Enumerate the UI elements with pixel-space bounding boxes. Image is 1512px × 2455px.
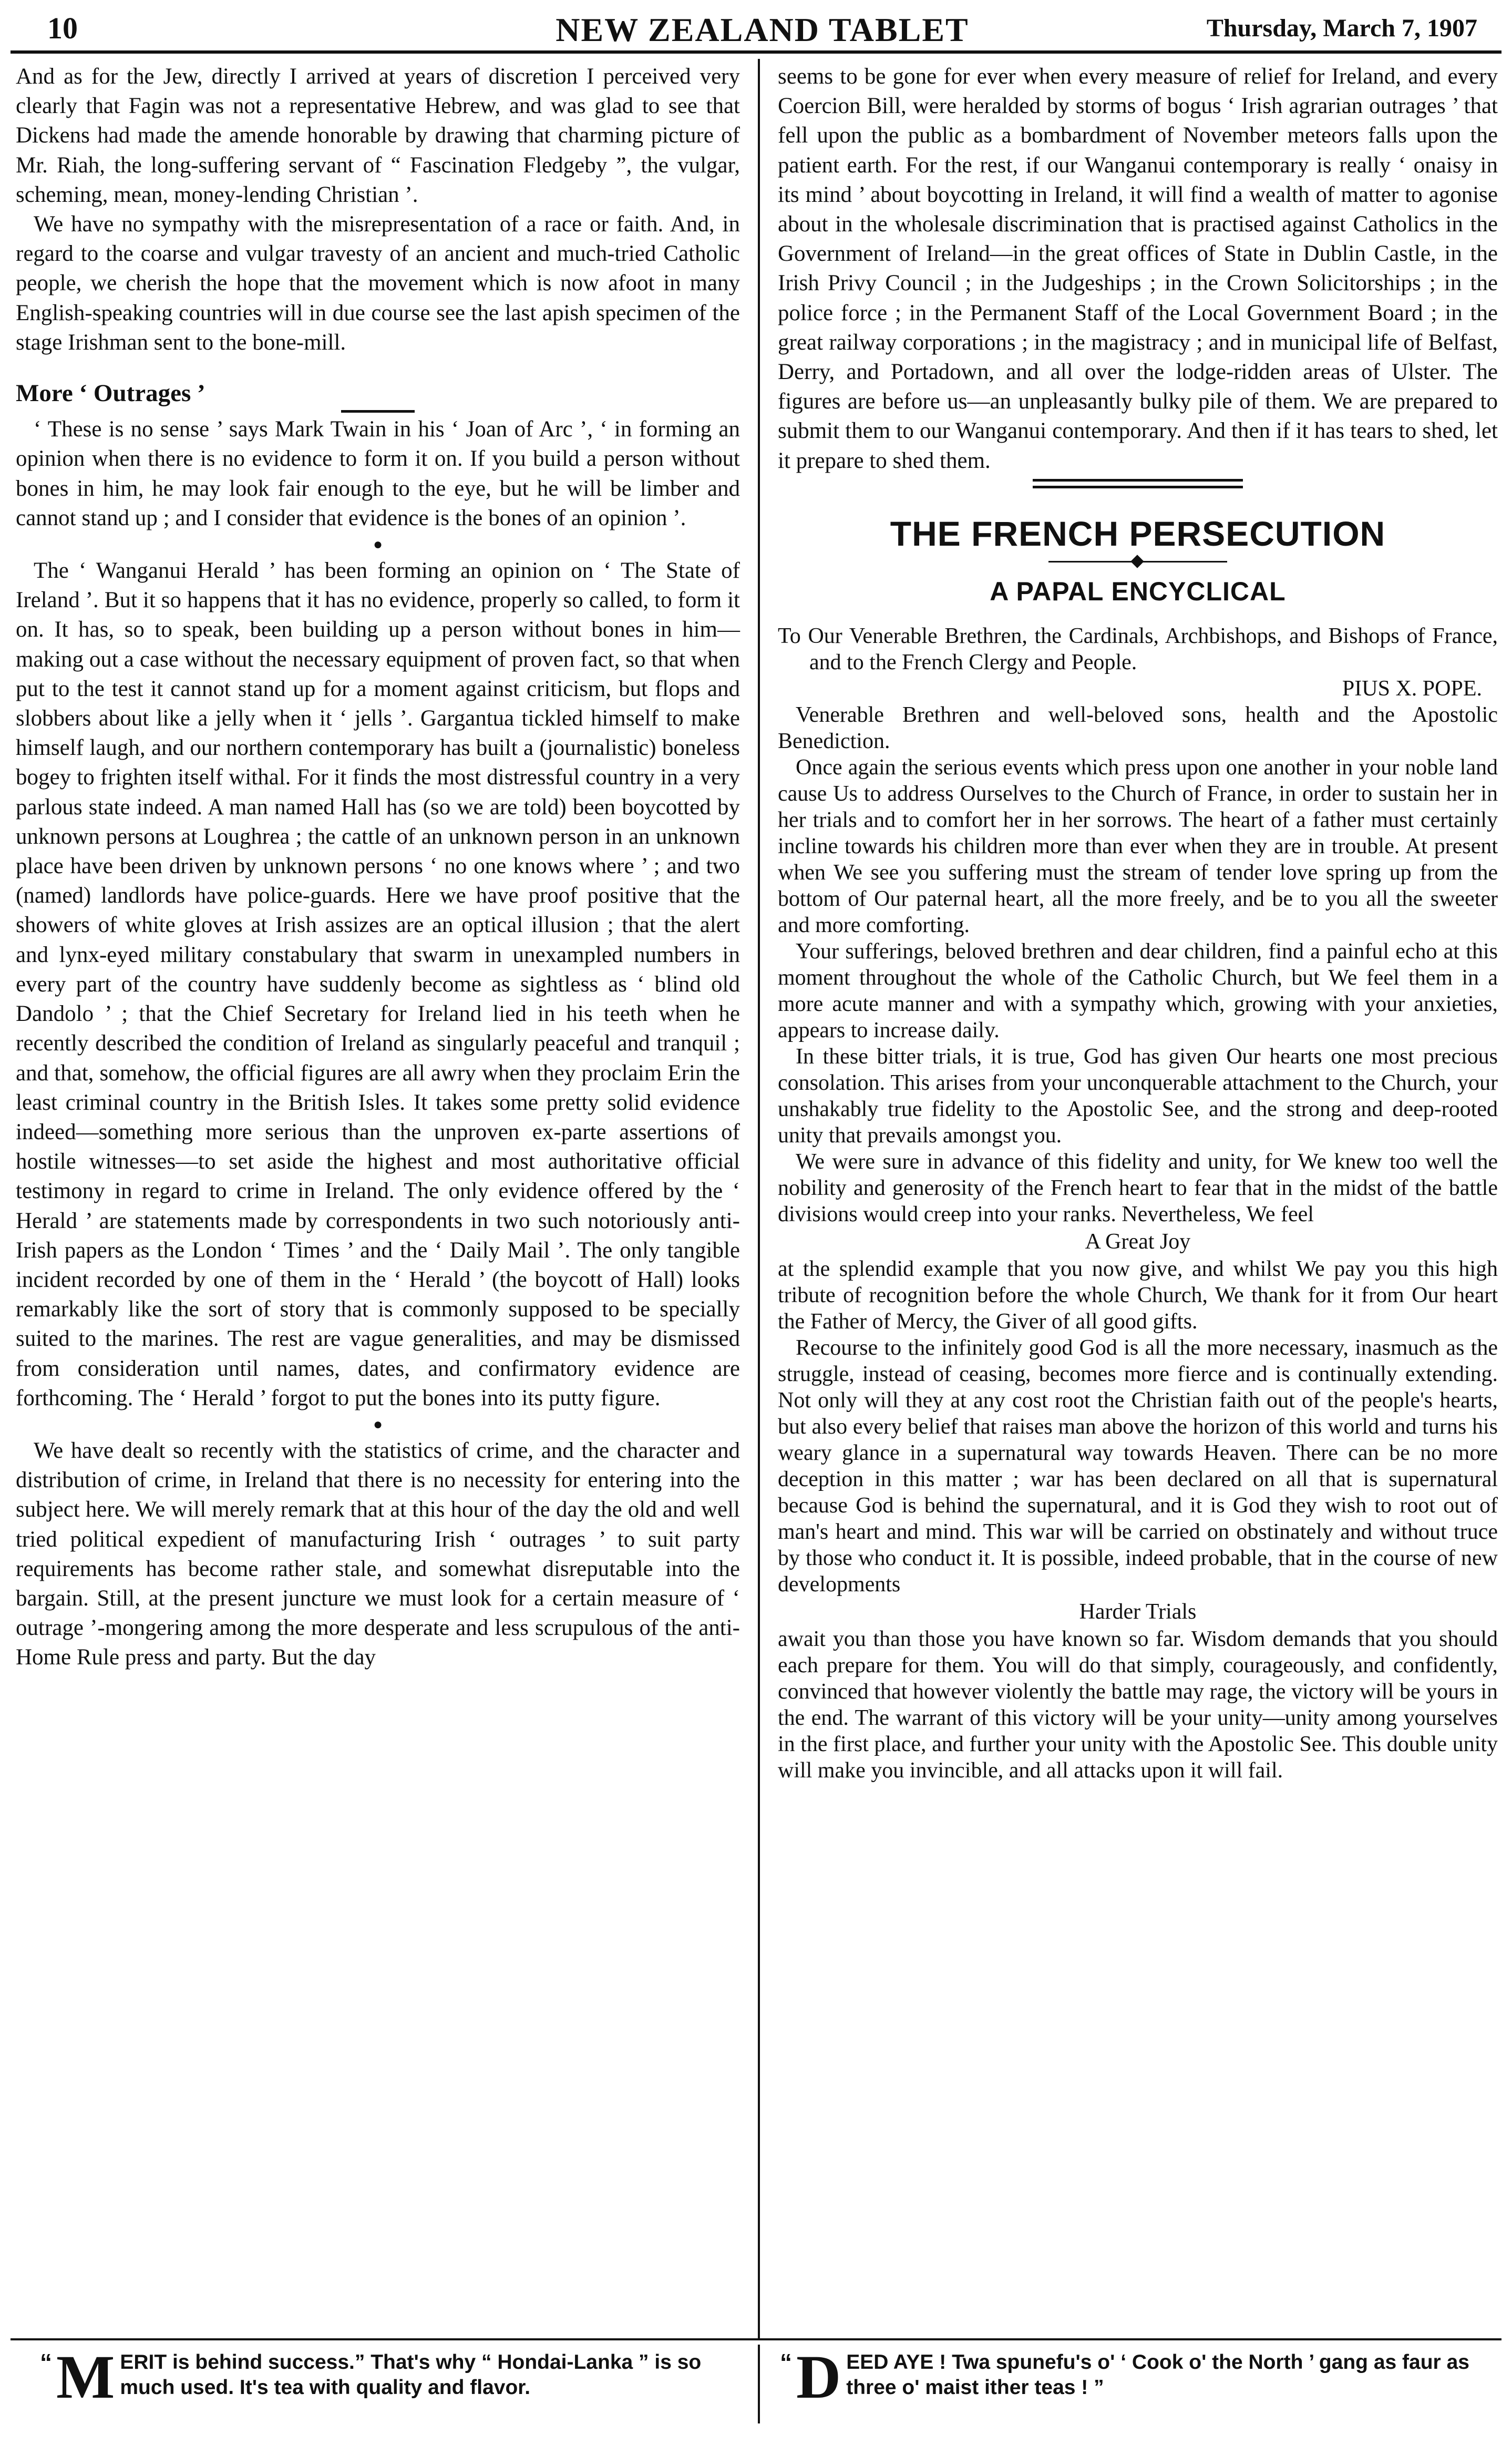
drop-cap: M — [56, 2343, 115, 2411]
paragraph: Your sufferings, beloved brethren and dear children, find a painful echo at this moment throughout the whole of the Catholic Church, but We feel them in a more acute manner and with a sympathy which, growing with your anxieties, appears to increase daily. — [778, 939, 1498, 1043]
page-number: 10 — [47, 11, 78, 45]
diamond-rule — [1048, 556, 1227, 568]
header-rule — [11, 50, 1501, 54]
short-rule — [341, 410, 415, 413]
open-quote: “ — [40, 2349, 52, 2376]
encyclical-signature: PIUS X. POPE. — [1342, 677, 1482, 701]
paragraph: In these bitter trials, it is true, God has given Our hearts one most precious consolation. This arises from your unconquerable attachment to the Church, your unshakably true fidelity to the Apostolic See, and the strong and deep-rooted unity that prevails amongst you. — [778, 1045, 1498, 1148]
paragraph: The ‘ Wanganui Herald ’ has been forming an opinion on ‘ The State of Ireland ’. But it so happens that it has no evidence, properly so called, to form it on. It has, so to speak, been building up a person without bones in him—making out a case without the necessary equipment of proven fact, so that when put to the test it cannot stand up for a moment against criticism, but flops and slobbers about like a jelly when it ‘ jells ’. Gargantua tickled himself to make himself laugh, and our northern contemporary has built a (journalistic) boneless bogey to frighten itself withal. For it finds the most distressful country in a very parlous state indeed. A man named Hall has (so we are told) been boycotted by unknown persons at Loughrea ; the cattle of an unknown person in an unknown place have been driven by unknown persons ‘ no one knows where ’ ; and two (named) landlords have police-guards. Here we have proof positive that the showers of white gloves at Irish assizes are an optical illusion ; that the alert and lynx-eyed military constabulary that swarm in unexampled numbers in every part of the country have suddenly become as sightless as ‘ blind old Dandolo ’ ; that the Chief Secretary for Ireland lied in his teeth when he recently described the condition of Ireland as singularly peaceful and tranquil ; and that, somehow, the official figures are all awry when they proclaim Erin the least criminal country in the British Isles. It takes some pretty solid evidence indeed—something more serious than the unproven ex-parte assertions of hostile witnesses—to set aside the highest and most authoritative official testimony in regard to crime in Ireland. The only evidence offered by the ‘ Herald ’ are statements made by correspondents in two such notoriously anti-Irish papers as the London ‘ Times ’ and the ‘ Daily Mail ’. The only tangible incident recorded by one of them in the ‘ Herald ’ (the boycott of Hall) looks remarkably like the sort of story that is commonly supposed to be specially suited to the marines. The rest are vague generalities, and may be dismissed from consideration until names, dates, and confirmatory evidence are forthcoming. The ‘ Herald ’ forgot to put the bones into its putty figure. — [16, 558, 740, 1410]
encyclical-address: To Our Venerable Brethren, the Cardinals, Archbishops, and Bishops of France, and to the French Clergy and People. — [778, 624, 1498, 675]
advertisement-text: ERIT is behind success.” That's why “ Hondai-Lanka ” is so much used. It's tea with quality and flavor. — [120, 2351, 702, 2399]
bullet-separator: ● — [373, 536, 383, 554]
paragraph: ‘ These is no sense ’ says Mark Twain in his ‘ Joan of Arc ’, ‘ in forming an opinion when there is no evidence to form it on. If you build a person without bones in him, he may look fair enough to the eye, but he will be limber and cannot stand up ; and I consider that evidence is the bones of an opinion ’. — [16, 417, 740, 530]
subheading-more-outrages: More ‘ Outrages ’ — [16, 380, 205, 407]
paragraph: at the splendid example that you now give, and whilst We pay you this high tribute of recognition before the whole Church, We thank for it from Our heart the Father of Mercy, the Giver of all good gifts. — [778, 1257, 1498, 1334]
column-divider — [758, 59, 760, 2340]
open-quote: “ — [780, 2349, 792, 2376]
paragraph: And as for the Jew, directly I arrived at years of discretion I perceived very clearly that Fagin was not a representative Hebrew, and was glad to see that Dickens had made the amende honorable by drawing that charming picture of Mr. Riah, the long-suffering servant of “ Fascination Fledgeby ”, the vulgar, scheming, mean, money-lending Christian ’. — [16, 64, 740, 207]
subheading-harder-trials: Harder Trials — [1079, 1600, 1197, 1624]
right-column — [778, 62, 1498, 2323]
article-title: THE FRENCH PERSECUTION — [890, 514, 1386, 553]
page-header — [47, 7, 1477, 49]
subheading-great-joy: A Great Joy — [1085, 1230, 1191, 1254]
footer-divider — [758, 2345, 760, 2423]
advertisement-cook-o-the-north — [780, 2343, 1479, 2429]
left-column — [16, 62, 740, 2323]
paragraph: We have no sympathy with the misrepresentation of a race or faith. And, in regard to the coarse and vulgar travesty of an ancient and much-tried Catholic people, we cherish the hope that the movement which is now afoot in many English-speaking countries will in due course see the last apish specimen of the stage Irishman sent to the bone-mill. — [16, 212, 740, 355]
paragraph: seems to be gone for ever when every measure of relief for Ireland, and every Coercion Bill, were heralded by storms of bogus ‘ Irish agrarian outrages ’ that fell upon the public as a bombardment of November meteors falls upon the patient earth. For the rest, if our Wanganui contemporary is really ‘ onaisy in its mind ’ about boycotting in Ireland, it will find a wealth of matter to agonise about in the wholesale discrimination that is practised against Catholics in the Government of Ireland—in the great offices of State in Dublin Castle, in the Irish Privy Council ; in the Judgeships ; in the Crown Solicitorships ; in the police force ; in the Permanent Staff of the Local Government Board ; in the great railway corporations ; in the magistracy ; and in municipal life of Belfast, Derry, and Portadown, and all over the lodge-ridden areas of Ulster. The figures are before us—an unpleasantly bulky pile of them. We are prepared to submit them to our Wanganui contemporary. And then if it has tears to shed, let it prepare to shed them. — [778, 64, 1498, 473]
section-rule — [1033, 479, 1243, 482]
advertisement-text: EED AYE ! Twa spunefu's o' ‘ Cook o' the North ’ gang as faur as three o' maist ither teas ! ” — [846, 2351, 1469, 2399]
masthead: NEW ZEALAND TABLET — [556, 11, 969, 48]
drop-cap: D — [796, 2343, 841, 2411]
paragraph: Recourse to the infinitely good God is all the more necessary, inasmuch as the struggle, instead of ceasing, becomes more fierce and is continually extending. Not only will they at any cost root the Christian faith out of the people's hearts, but also every belief that raises man above the horizon of this world and turns his weary glance in a supernatural way towards Heaven. There can be no more deception in this matter ; war has been declared on all that is supernatural because God is behind the supernatural, and it is God they wish to root out of man's heart and mind. This war will be carried on obstinately and without truce by those who conduct it. It is possible, indeed probable, that in the course of new developments — [778, 1336, 1498, 1597]
issue-date: Thursday, March 7, 1907 — [1206, 14, 1477, 42]
advertisement-hondai-lanka — [40, 2343, 707, 2429]
footer-rule — [11, 2338, 1501, 2340]
paragraph: Once again the serious events which press upon one another in your noble land cause Us to address Ourselves to the Church of France, in order to sustain her in her trials and to comfort her in her sorrows. The heart of a father must certainly incline towards his children more than ever when they are in trouble. At present when We see you suffering must the stream of tender love spring up from the bottom of Our paternal heart, all the more freely, and be to you all the sweeter and more comforting. — [778, 755, 1498, 938]
bullet-separator: ● — [373, 1415, 383, 1433]
paragraph: We have dealt so recently with the statistics of crime, and the character and distribution of crime, in Ireland that there is no necessity for entering into the subject here. We will merely remark that at this hour of the day the old and well tried political expedient of manufacturing Irish ‘ outrages ’ to suit party requirements has become rather stale, and somewhat disreputable into the bargain. Still, at the present juncture we must look for a certain measure of ‘ outrage ’-mongering among the more desperate and less scrupulous of the anti-Home Rule press and party. But the day — [16, 1438, 740, 1670]
paragraph: await you than those you have known so far. Wisdom demands that you should each prepare for them. You will do that simply, courageously, and confidently, convinced that however violently the battle may rage, the victory will be yours in the end. The warrant of this victory will be your unity—unity among yourselves in the first place, and further your unity with the Apostolic See. This double unity will make you invincible, and all attacks upon it will fail. — [778, 1627, 1498, 1783]
paragraph: Venerable Brethren and well-beloved sons, health and the Apostolic Benediction. — [778, 703, 1498, 754]
section-rule — [1033, 486, 1243, 488]
article-subtitle: A PAPAL ENCYCLICAL — [990, 577, 1286, 607]
diamond-ornament — [1130, 555, 1144, 568]
paragraph: We were sure in advance of this fidelity and unity, for We knew too well the nobility and generosity of the French heart to fear that in the midst of the battle divisions would creep into your ranks. Nevertheless, We feel — [778, 1150, 1498, 1227]
